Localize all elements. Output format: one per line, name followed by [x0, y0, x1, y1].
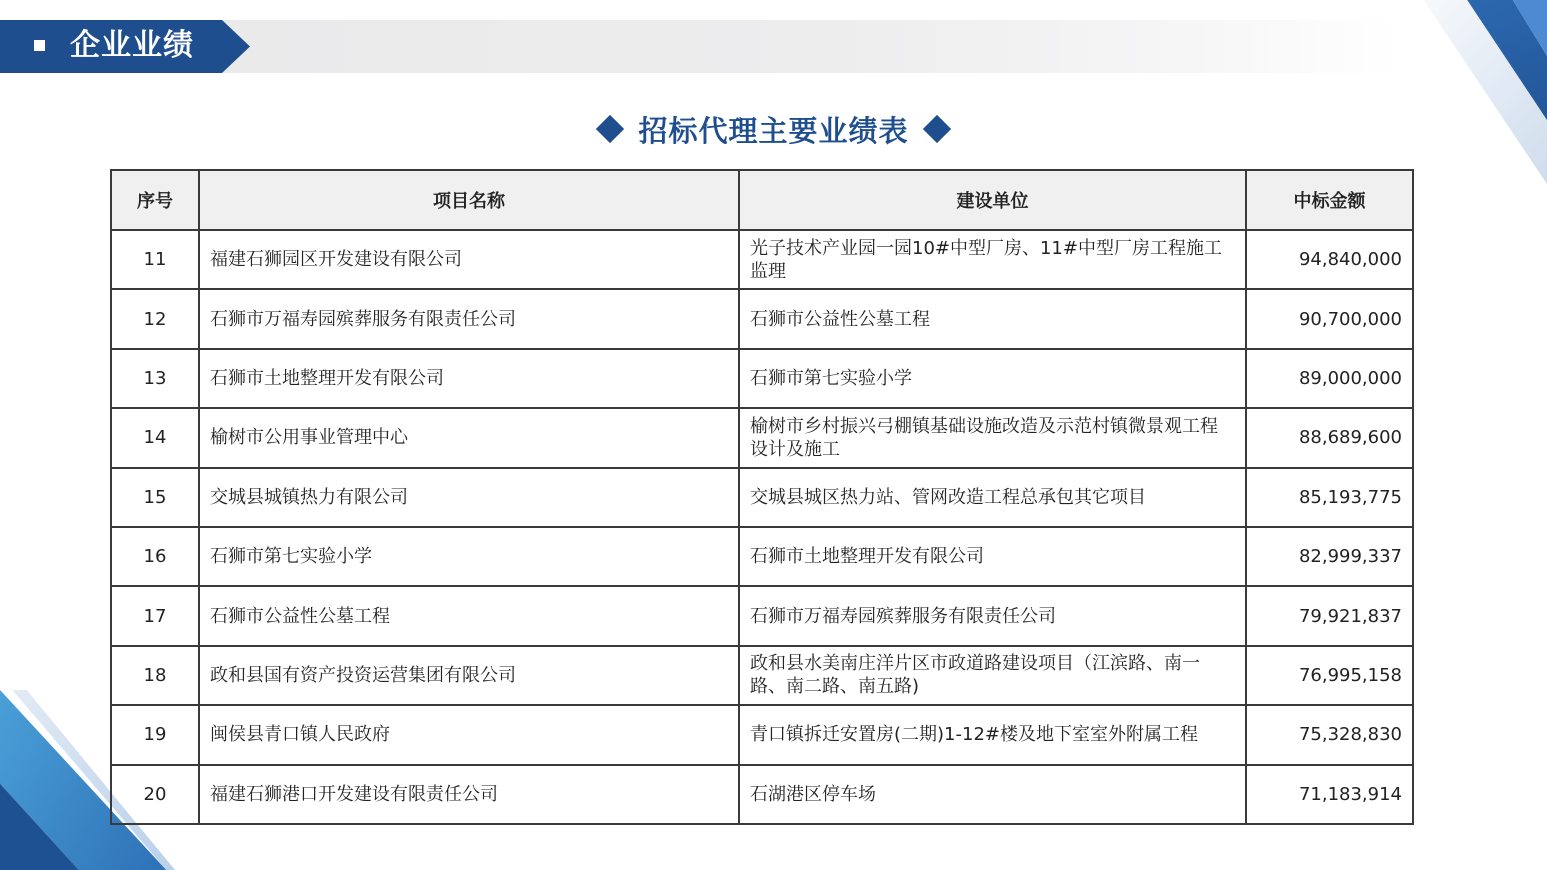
cell-amount: 89,000,000	[1246, 349, 1413, 408]
cell-no: 20	[111, 765, 199, 824]
cell-unit: 石狮市万福寿园殡葬服务有限责任公司	[739, 586, 1246, 645]
cell-unit: 交城县城区热力站、管网改造工程总承包其它项目	[739, 468, 1246, 527]
diamond-icon	[596, 115, 624, 143]
cell-project: 石狮市公益性公墓工程	[199, 586, 739, 645]
cell-amount: 82,999,337	[1246, 527, 1413, 586]
cell-project: 福建石狮港口开发建设有限责任公司	[199, 765, 739, 824]
cell-unit: 石湖港区停车场	[739, 765, 1246, 824]
cell-unit: 榆树市乡村振兴弓棚镇基础设施改造及示范村镇微景观工程设计及施工	[739, 408, 1246, 467]
cell-project: 闽侯县青口镇人民政府	[199, 705, 739, 764]
cell-no: 19	[111, 705, 199, 764]
table-row	[111, 527, 1413, 586]
table-row	[111, 646, 1413, 705]
table-title	[0, 104, 1547, 154]
cell-unit: 政和县水美南庄洋片区市政道路建设项目（江滨路、南一路、南二路、南五路)	[739, 646, 1246, 705]
cell-unit: 光子技术产业园一园10#中型厂房、11#中型厂房工程施工监理	[739, 230, 1246, 289]
bullet-square-icon	[34, 40, 45, 51]
table-header-row	[111, 170, 1413, 230]
cell-no: 16	[111, 527, 199, 586]
cell-project: 交城县城镇热力有限公司	[199, 468, 739, 527]
column-header-no: 序号	[111, 170, 199, 230]
cell-project: 福建石狮园区开发建设有限公司	[199, 230, 739, 289]
table-row	[111, 289, 1413, 348]
cell-amount: 90,700,000	[1246, 289, 1413, 348]
table-row	[111, 408, 1413, 467]
cell-amount: 94,840,000	[1246, 230, 1413, 289]
table-row	[111, 349, 1413, 408]
cell-project: 石狮市万福寿园殡葬服务有限责任公司	[199, 289, 739, 348]
cell-no: 12	[111, 289, 199, 348]
table-title-text: 招标代理主要业绩表	[638, 113, 909, 148]
cell-no: 13	[111, 349, 199, 408]
diamond-icon	[922, 115, 950, 143]
cell-project: 榆树市公用事业管理中心	[199, 408, 739, 467]
cell-project: 石狮市土地整理开发有限公司	[199, 349, 739, 408]
table-row	[111, 468, 1413, 527]
table-row	[111, 586, 1413, 645]
performance-table	[110, 169, 1414, 825]
cell-unit: 青口镇拆迁安置房(二期)1-12#楼及地下室室外附属工程	[739, 705, 1246, 764]
cell-amount: 76,995,158	[1246, 646, 1413, 705]
cell-amount: 88,689,600	[1246, 408, 1413, 467]
column-header-amount: 中标金额	[1246, 170, 1413, 230]
column-header-unit: 建设单位	[739, 170, 1246, 230]
cell-amount: 79,921,837	[1246, 586, 1413, 645]
section-title: 企业业绩	[70, 28, 194, 63]
cell-amount: 71,183,914	[1246, 765, 1413, 824]
table-row	[111, 765, 1413, 824]
cell-no: 11	[111, 230, 199, 289]
cell-unit: 石狮市第七实验小学	[739, 349, 1246, 408]
cell-unit: 石狮市土地整理开发有限公司	[739, 527, 1246, 586]
table-row	[111, 705, 1413, 764]
column-header-project: 项目名称	[199, 170, 739, 230]
cell-unit: 石狮市公益性公墓工程	[739, 289, 1246, 348]
cell-amount: 85,193,775	[1246, 468, 1413, 527]
cell-no: 17	[111, 586, 199, 645]
cell-no: 14	[111, 408, 199, 467]
cell-project: 政和县国有资产投资运营集团有限公司	[199, 646, 739, 705]
table-row	[111, 230, 1413, 289]
cell-project: 石狮市第七实验小学	[199, 527, 739, 586]
cell-no: 15	[111, 468, 199, 527]
cell-amount: 75,328,830	[1246, 705, 1413, 764]
cell-no: 18	[111, 646, 199, 705]
